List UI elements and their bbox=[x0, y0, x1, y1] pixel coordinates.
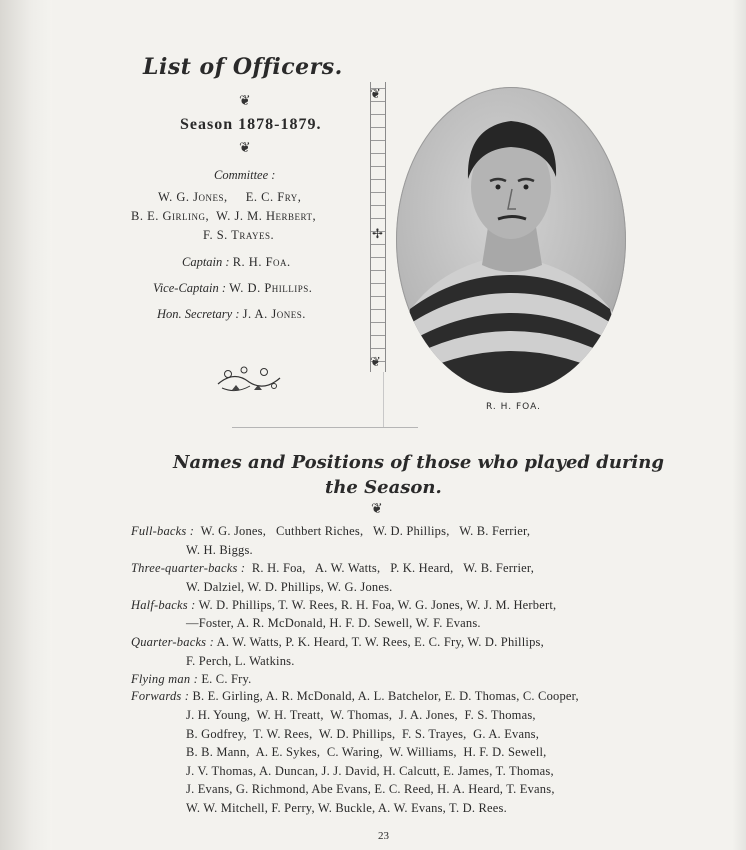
halfbacks-label: Half-backs : bbox=[131, 598, 196, 612]
secretary-label: Hon. Secretary : bbox=[157, 307, 240, 321]
threequarter-row bbox=[131, 561, 534, 576]
halfbacks-names-cont: —Foster, A. R. McDonald, H. F. D. Sewell, W. F. Evans. bbox=[186, 616, 481, 630]
forwards-names-cont: J. Evans, G. Richmond, Abe Evans, E. C. Reed, H. A. Heard, T. Evans, bbox=[186, 782, 555, 796]
ornament-icon: ❦ bbox=[370, 354, 381, 369]
fullbacks-row bbox=[131, 524, 530, 539]
committee-line: F. S. Trayes. bbox=[203, 228, 275, 242]
forwards-names: B. E. Girling, A. R. McDonald, A. L. Batchelor, E. D. Thomas, C. Cooper, bbox=[192, 689, 579, 703]
flying-names: E. C. Fry. bbox=[201, 672, 252, 686]
flying-label: Flying man : bbox=[131, 672, 198, 686]
portrait-caption: R. H. FOA. bbox=[486, 402, 541, 412]
officers-title: List of Officers. bbox=[143, 54, 343, 80]
vice-captain-label: Vice-Captain : bbox=[153, 281, 227, 295]
committee-line: W. G. Jones, E. C. Fry, bbox=[158, 190, 302, 204]
forwards-names-cont: B. Godfrey, T. W. Rees, W. D. Phillips, F. S. Trayes, G. A. Evans, bbox=[186, 727, 540, 741]
secretary-row bbox=[157, 307, 306, 322]
halfbacks-row bbox=[131, 598, 556, 613]
fullbacks-label: Full-backs : bbox=[131, 524, 195, 538]
vice-captain-name: W. D. Phillips. bbox=[229, 281, 313, 295]
threequarter-names-cont: W. Dalziel, W. D. Phillips, W. G. Jones. bbox=[186, 580, 393, 594]
threequarter-names: R. H. Foa, A. W. Watts, P. K. Heard, W. B. Ferrier, bbox=[251, 561, 535, 575]
quarterbacks-row bbox=[131, 635, 544, 650]
forwards-names-cont: J. V. Thomas, A. Duncan, J. J. David, H. Calcutt, E. James, T. Thomas, bbox=[186, 764, 554, 778]
fullbacks-names: W. G. Jones, Cuthbert Riches, W. D. Phillips, W. B. Ferrier, bbox=[200, 524, 531, 538]
players-title-line2: the Season. bbox=[325, 477, 442, 498]
committee-label: Committee : bbox=[214, 168, 276, 182]
captain-row bbox=[182, 255, 291, 270]
season-heading: Season 1878-1879. bbox=[180, 116, 322, 133]
quarterbacks-label: Quarter-backs : bbox=[131, 635, 214, 649]
secretary-name: J. A. Jones. bbox=[242, 307, 306, 321]
committee-line: B. E. Girling, W. J. M. Herbert, bbox=[131, 209, 317, 223]
captain-label: Captain : bbox=[182, 255, 230, 269]
divider-rule bbox=[232, 427, 418, 428]
ornament-icon: ❦ bbox=[371, 502, 383, 517]
quarterbacks-names: A. W. Watts, P. K. Heard, T. W. Rees, E. C. Fry, W. D. Phillips, bbox=[216, 635, 544, 649]
halfbacks-names: W. D. Phillips, T. W. Rees, R. H. Foa, W. G. Jones, W. J. M. Herbert, bbox=[198, 598, 557, 612]
forwards-label: Forwards : bbox=[131, 689, 190, 703]
forwards-names-cont: J. H. Young, W. H. Treatt, W. Thomas, J. A. Jones, F. S. Thomas, bbox=[186, 708, 536, 722]
threequarter-label: Three-quarter-backs : bbox=[131, 561, 246, 575]
ornament-icon: ❦ bbox=[239, 141, 251, 156]
vice-captain-row bbox=[153, 281, 312, 296]
forwards-names-cont: B. B. Mann, A. E. Sykes, C. Waring, W. Williams, H. F. D. Sewell, bbox=[186, 745, 547, 759]
portrait-photo bbox=[396, 87, 626, 393]
flying-row bbox=[131, 672, 251, 687]
captain-name: R. H. Foa. bbox=[232, 255, 291, 269]
players-title-line1: Names and Positions of those who played during bbox=[173, 452, 664, 473]
page-number: 23 bbox=[378, 830, 389, 842]
forwards-names-cont: W. W. Mitchell, F. Perry, W. Buckle, A. W. Evans, T. D. Rees. bbox=[186, 801, 507, 815]
fullbacks-names-cont: W. H. Biggs. bbox=[186, 543, 253, 557]
quarterbacks-names-cont: F. Perch, L. Watkins. bbox=[186, 654, 295, 668]
forwards-row bbox=[131, 689, 579, 704]
book-gutter bbox=[0, 0, 52, 850]
ornament-icon: ❦ bbox=[239, 94, 251, 109]
cross-ornament-icon: ✢ bbox=[372, 226, 383, 241]
floral-ornament-icon bbox=[214, 360, 284, 394]
ornament-icon: ❦ bbox=[370, 86, 381, 101]
